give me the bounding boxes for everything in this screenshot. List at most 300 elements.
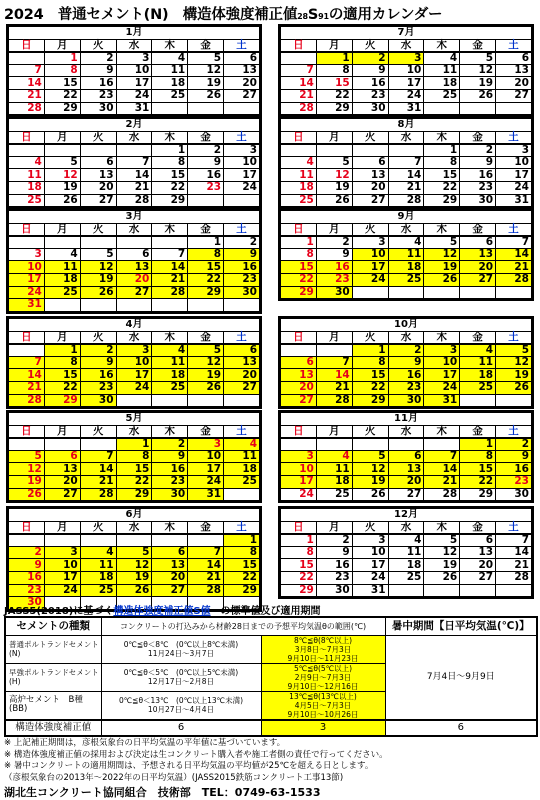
day-cell: 4 (44, 248, 80, 261)
day-cell: 29 (424, 194, 460, 207)
day-cell: 30 (352, 102, 388, 115)
weekday-header: 水 (116, 425, 152, 438)
day-cell (460, 102, 496, 115)
weekday-header: 月 (44, 521, 80, 534)
day-cell: 20 (496, 77, 532, 90)
weekday-header: 水 (388, 331, 424, 344)
day-cell: 24 (224, 181, 260, 194)
weekday-header: 土 (224, 425, 260, 438)
day-cell: 18 (44, 273, 80, 286)
weekday-header: 月 (316, 331, 352, 344)
day-cell: 6 (80, 156, 116, 169)
day-cell: 30 (316, 584, 352, 597)
day-cell: 11 (9, 169, 45, 182)
day-cell: 24 (352, 571, 388, 584)
day-cell: 5 (116, 546, 152, 559)
day-cell: 6 (352, 156, 388, 169)
day-cell: 28 (80, 488, 116, 501)
day-cell: 7 (116, 156, 152, 169)
day-cell (424, 102, 460, 115)
weekday-header: 日 (281, 131, 317, 144)
day-cell: 8 (224, 546, 260, 559)
weekday-header: 土 (496, 521, 532, 534)
correction-table (4, 616, 538, 737)
weekday-header: 木 (424, 425, 460, 438)
day-cell: 26 (44, 194, 80, 207)
weekday-header: 金 (188, 223, 224, 236)
day-cell: 11 (316, 463, 352, 476)
weekday-header: 月 (44, 39, 80, 52)
month-label: 2月 (9, 119, 260, 132)
weekday-header: 月 (316, 521, 352, 534)
day-cell: 9 (9, 559, 45, 572)
month-label: 4月 (9, 319, 260, 332)
day-cell: 6 (116, 248, 152, 261)
day-cell: 10 (424, 356, 460, 369)
day-cell: 2 (316, 534, 352, 547)
day-cell: 19 (116, 571, 152, 584)
day-cell: 18 (80, 571, 116, 584)
day-cell: 20 (116, 273, 152, 286)
day-cell (44, 236, 80, 249)
day-cell: 31 (9, 299, 45, 312)
day-cell: 11 (152, 356, 188, 369)
day-cell: 24 (388, 89, 424, 102)
day-cell: 26 (496, 381, 532, 394)
day-cell: 19 (424, 559, 460, 572)
day-cell: 20 (224, 77, 260, 90)
weekday-header: 月 (316, 39, 352, 52)
day-cell: 16 (496, 463, 532, 476)
day-cell: 8 (44, 356, 80, 369)
day-cell (316, 144, 352, 157)
day-cell: 22 (460, 475, 496, 488)
day-cell: 21 (9, 381, 45, 394)
day-cell: 14 (388, 169, 424, 182)
weekday-header: 日 (281, 39, 317, 52)
month-calendar (278, 316, 534, 409)
weekday-header: 木 (152, 39, 188, 52)
day-cell (116, 236, 152, 249)
weekday-header: 金 (460, 39, 496, 52)
day-cell: 1 (424, 144, 460, 157)
day-cell (80, 144, 116, 157)
day-cell: 12 (316, 169, 352, 182)
day-cell: 22 (224, 571, 260, 584)
day-cell: 17 (424, 369, 460, 382)
month-calendar (6, 506, 262, 612)
day-cell: 10 (44, 559, 80, 572)
day-cell (152, 299, 188, 312)
day-cell: 16 (460, 169, 496, 182)
day-cell: 29 (188, 286, 224, 299)
day-cell: 2 (80, 52, 116, 65)
day-cell: 24 (496, 181, 532, 194)
month-label: 9月 (281, 211, 532, 224)
month-calendar (6, 24, 262, 117)
weekday-header: 金 (188, 131, 224, 144)
day-cell: 25 (388, 273, 424, 286)
day-cell: 15 (116, 463, 152, 476)
day-cell: 30 (80, 394, 116, 407)
day-cell: 16 (224, 261, 260, 274)
day-cell: 2 (224, 236, 260, 249)
day-cell: 4 (316, 450, 352, 463)
day-cell: 7 (281, 64, 317, 77)
day-cell: 29 (460, 488, 496, 501)
day-cell: 4 (9, 156, 45, 169)
range-a-bb: 0℃≦θ＜13℃ (0℃以上13℃未満) 10月27日～4月4日 (101, 691, 261, 720)
day-cell: 3 (44, 546, 80, 559)
range-a-h: 0℃≦θ＜5℃ (0℃以上5℃未満) 12月17日～2月8日 (101, 663, 261, 691)
day-cell: 23 (188, 181, 224, 194)
day-cell: 8 (281, 546, 317, 559)
day-cell: 19 (80, 273, 116, 286)
month-label: 3月 (9, 211, 260, 224)
day-cell: 21 (9, 89, 45, 102)
day-cell: 18 (388, 261, 424, 274)
day-cell (352, 286, 388, 299)
day-cell: 28 (496, 571, 532, 584)
day-cell (9, 52, 45, 65)
day-cell: 7 (188, 546, 224, 559)
day-cell: 15 (424, 169, 460, 182)
day-cell: 3 (188, 438, 224, 451)
day-cell (9, 534, 45, 547)
day-cell (224, 299, 260, 312)
day-cell: 2 (496, 438, 532, 451)
day-cell: 27 (44, 488, 80, 501)
day-cell: 24 (44, 584, 80, 597)
day-cell: 12 (424, 248, 460, 261)
day-cell (152, 534, 188, 547)
day-cell: 27 (388, 488, 424, 501)
day-cell: 7 (80, 450, 116, 463)
day-cell: 20 (388, 475, 424, 488)
cement-h: 早強ポルトランドセメント(H) (5, 663, 101, 691)
day-cell: 6 (388, 450, 424, 463)
day-cell: 10 (9, 261, 45, 274)
day-cell: 2 (460, 144, 496, 157)
notes: ※ 上記補正期間は，彦根気象台の日平均気温の平年値に基づいています。 ※ 構造体強度補正値の採用および決定は生コンクリート購入者や施工者側の責任で行ってください。 ※ 暑中コンクリートの適用期間は、予想される日平均気温の平均値が25℃を超える日とします。 （彦根気象台の2013年～2022年の日平均気温）(JASS2015鉄筋コンクリート工事13節) (4, 738, 388, 783)
correction-b: 3 (261, 720, 385, 736)
weekday-header: 土 (224, 131, 260, 144)
day-cell: 26 (188, 89, 224, 102)
day-cell: 23 (224, 273, 260, 286)
day-cell: 19 (316, 181, 352, 194)
day-cell: 8 (44, 64, 80, 77)
s-value-link[interactable]: 構造体強度補正値S値 (113, 606, 211, 617)
day-cell: 20 (152, 571, 188, 584)
day-cell: 9 (224, 248, 260, 261)
day-cell: 23 (80, 381, 116, 394)
day-cell: 22 (281, 273, 317, 286)
day-cell: 22 (44, 381, 80, 394)
day-cell: 16 (9, 571, 45, 584)
day-cell: 16 (188, 169, 224, 182)
cement-n: 普通ポルトランドセメント(N) (5, 635, 101, 663)
day-cell (44, 144, 80, 157)
day-cell: 2 (9, 546, 45, 559)
weekday-header: 金 (188, 521, 224, 534)
day-cell (80, 438, 116, 451)
weekday-header: 土 (496, 331, 532, 344)
day-cell: 23 (388, 381, 424, 394)
day-cell: 6 (496, 52, 532, 65)
weekday-header: 水 (116, 223, 152, 236)
month-label: 10月 (281, 319, 532, 332)
day-cell: 18 (424, 77, 460, 90)
day-cell (80, 299, 116, 312)
day-cell: 7 (9, 356, 45, 369)
day-cell: 21 (388, 181, 424, 194)
weekday-header: 金 (460, 331, 496, 344)
day-cell (424, 286, 460, 299)
day-cell: 28 (496, 273, 532, 286)
day-cell: 19 (44, 181, 80, 194)
day-cell (188, 299, 224, 312)
day-cell (152, 236, 188, 249)
day-cell (224, 102, 260, 115)
weekday-header: 日 (281, 223, 317, 236)
footer-contact: 湖北生コンクリート協同組合 技術部 TEL：0749-63-1533 (4, 786, 321, 799)
day-cell: 11 (224, 450, 260, 463)
day-cell: 9 (80, 64, 116, 77)
day-cell: 27 (281, 394, 317, 407)
weekday-header: 火 (352, 39, 388, 52)
day-cell: 5 (424, 534, 460, 547)
day-cell: 28 (188, 584, 224, 597)
day-cell: 4 (424, 52, 460, 65)
day-cell: 4 (388, 534, 424, 547)
day-cell: 17 (116, 369, 152, 382)
day-cell (44, 534, 80, 547)
day-cell: 29 (224, 584, 260, 597)
day-cell (116, 299, 152, 312)
day-cell: 9 (316, 248, 352, 261)
day-cell: 28 (424, 488, 460, 501)
day-cell: 4 (152, 52, 188, 65)
day-cell: 13 (224, 356, 260, 369)
day-cell: 1 (281, 236, 317, 249)
day-cell: 11 (281, 169, 317, 182)
day-cell: 17 (352, 261, 388, 274)
day-cell: 15 (44, 77, 80, 90)
day-cell (388, 584, 424, 597)
day-cell: 2 (188, 144, 224, 157)
day-cell: 24 (352, 273, 388, 286)
day-cell: 6 (224, 52, 260, 65)
day-cell: 25 (9, 194, 45, 207)
day-cell (116, 394, 152, 407)
weekday-header: 木 (424, 39, 460, 52)
day-cell: 21 (80, 475, 116, 488)
day-cell (188, 394, 224, 407)
day-cell: 26 (424, 273, 460, 286)
day-cell: 26 (424, 571, 460, 584)
day-cell: 21 (496, 559, 532, 572)
day-cell: 26 (116, 584, 152, 597)
day-cell: 30 (9, 597, 45, 610)
day-cell: 6 (460, 534, 496, 547)
day-cell: 13 (116, 261, 152, 274)
day-cell: 21 (496, 261, 532, 274)
weekday-header: 水 (388, 521, 424, 534)
day-cell: 9 (388, 356, 424, 369)
day-cell: 7 (152, 248, 188, 261)
month-label: 1月 (9, 27, 260, 40)
day-cell: 18 (152, 369, 188, 382)
day-cell: 1 (352, 344, 388, 357)
day-cell: 12 (116, 559, 152, 572)
day-cell: 16 (352, 77, 388, 90)
range-b-bb: 13℃≦θ(13℃以上) 4月5日～7月3日 9月10日～10月26日 (261, 691, 385, 720)
day-cell: 29 (44, 102, 80, 115)
day-cell: 20 (352, 181, 388, 194)
day-cell: 16 (80, 77, 116, 90)
day-cell: 10 (352, 248, 388, 261)
weekday-header: 水 (388, 39, 424, 52)
day-cell: 11 (44, 261, 80, 274)
day-cell: 24 (188, 475, 224, 488)
day-cell: 23 (460, 181, 496, 194)
weekday-header: 火 (80, 39, 116, 52)
day-cell: 4 (224, 438, 260, 451)
weekday-header: 金 (460, 223, 496, 236)
cement-type-header: セメントの種類 (5, 617, 101, 635)
day-cell: 19 (496, 369, 532, 382)
day-cell (80, 236, 116, 249)
day-cell: 29 (316, 102, 352, 115)
weekday-header: 木 (152, 331, 188, 344)
day-cell: 30 (80, 102, 116, 115)
day-cell: 9 (152, 450, 188, 463)
day-cell: 30 (152, 488, 188, 501)
day-cell: 14 (9, 369, 45, 382)
day-cell (188, 534, 224, 547)
month-label: 7月 (281, 27, 532, 40)
day-cell: 1 (152, 144, 188, 157)
day-cell: 5 (188, 52, 224, 65)
day-cell (188, 102, 224, 115)
day-cell: 3 (116, 52, 152, 65)
day-cell: 22 (352, 381, 388, 394)
weekday-header: 火 (80, 521, 116, 534)
day-cell: 11 (460, 356, 496, 369)
day-cell: 25 (424, 89, 460, 102)
weekday-header: 土 (224, 223, 260, 236)
day-cell: 31 (352, 584, 388, 597)
day-cell: 20 (80, 181, 116, 194)
day-cell: 9 (80, 356, 116, 369)
month-calendar (6, 208, 262, 314)
day-cell: 31 (496, 194, 532, 207)
day-cell: 28 (281, 102, 317, 115)
day-cell: 19 (352, 475, 388, 488)
weekday-header: 金 (460, 131, 496, 144)
weekday-header: 日 (9, 331, 45, 344)
day-cell: 17 (352, 559, 388, 572)
day-cell: 10 (116, 64, 152, 77)
weekday-header: 月 (316, 223, 352, 236)
day-cell: 4 (281, 156, 317, 169)
day-cell: 13 (44, 463, 80, 476)
day-cell: 21 (281, 89, 317, 102)
month-calendar (278, 208, 534, 301)
weekday-header: 木 (152, 223, 188, 236)
day-cell: 3 (424, 344, 460, 357)
weekday-header: 火 (80, 131, 116, 144)
weekday-header: 日 (9, 131, 45, 144)
day-cell: 20 (460, 559, 496, 572)
month-calendar (278, 116, 534, 209)
day-cell (116, 144, 152, 157)
weekday-header: 日 (9, 223, 45, 236)
day-cell: 10 (224, 156, 260, 169)
day-cell: 14 (188, 559, 224, 572)
day-cell: 25 (388, 571, 424, 584)
day-cell: 15 (352, 369, 388, 382)
day-cell: 3 (281, 450, 317, 463)
day-cell: 13 (388, 463, 424, 476)
day-cell: 6 (152, 546, 188, 559)
day-cell: 5 (424, 236, 460, 249)
day-cell: 1 (316, 52, 352, 65)
weekday-header: 日 (9, 39, 45, 52)
day-cell: 22 (44, 89, 80, 102)
day-cell: 20 (281, 381, 317, 394)
day-cell: 11 (388, 248, 424, 261)
weekday-header: 月 (316, 425, 352, 438)
weekday-header: 金 (188, 331, 224, 344)
day-cell: 12 (9, 463, 45, 476)
day-cell: 13 (224, 64, 260, 77)
day-cell: 12 (460, 64, 496, 77)
day-cell: 17 (44, 571, 80, 584)
month-calendar (6, 316, 262, 409)
day-cell: 19 (188, 369, 224, 382)
weekday-header: 日 (9, 425, 45, 438)
day-cell: 24 (424, 381, 460, 394)
day-cell: 27 (460, 273, 496, 286)
day-cell: 23 (316, 571, 352, 584)
day-cell: 2 (80, 344, 116, 357)
day-cell: 17 (281, 475, 317, 488)
day-cell: 13 (80, 169, 116, 182)
day-cell: 5 (460, 52, 496, 65)
day-cell (281, 344, 317, 357)
day-cell: 18 (9, 181, 45, 194)
day-cell: 31 (116, 102, 152, 115)
day-cell: 6 (44, 450, 80, 463)
day-cell: 7 (496, 534, 532, 547)
correction-label: 構造体強度補正値 (5, 720, 101, 736)
weekday-header: 月 (44, 331, 80, 344)
day-cell: 10 (388, 64, 424, 77)
month-label: 5月 (9, 413, 260, 426)
day-cell: 9 (188, 156, 224, 169)
day-cell: 19 (9, 475, 45, 488)
day-cell: 5 (188, 344, 224, 357)
day-cell: 1 (460, 438, 496, 451)
day-cell: 8 (281, 248, 317, 261)
correction-a: 6 (101, 720, 261, 736)
weekday-header: 月 (316, 131, 352, 144)
day-cell: 22 (152, 181, 188, 194)
day-cell: 1 (188, 236, 224, 249)
month-calendar (6, 116, 262, 209)
month-label: 6月 (9, 509, 260, 522)
